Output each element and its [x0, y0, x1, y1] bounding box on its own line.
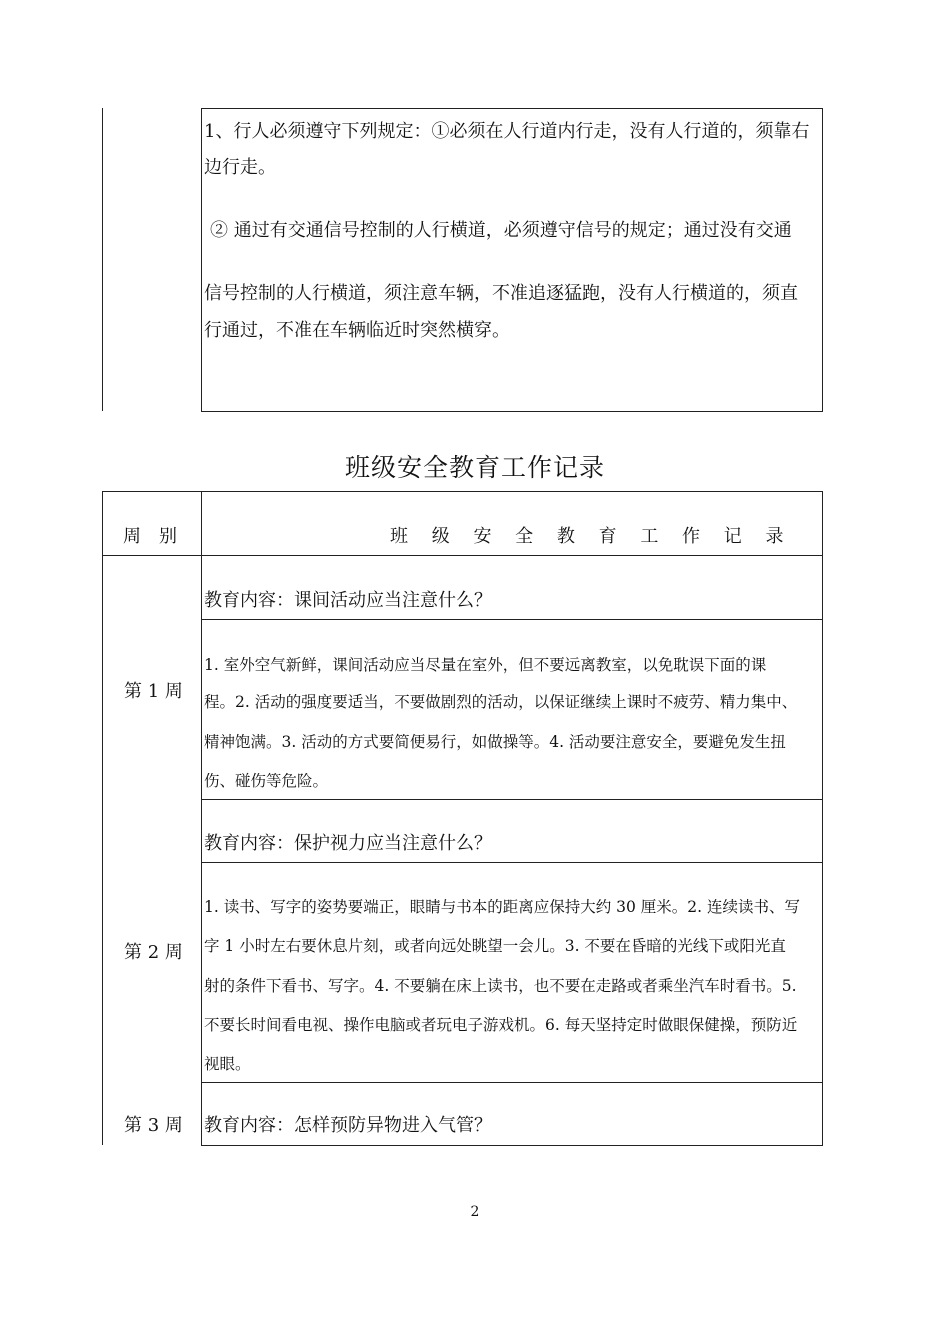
header-week-label: 周 别	[123, 526, 177, 547]
top-box-line-4: 信号控制的人行横道，须注意车辆，不准追逐猛跑，没有人行横道的，须直	[204, 283, 798, 304]
week2-bottom-rule	[201, 1082, 823, 1083]
top-box-line-5: 行通过，不准在车辆临近时突然横穿。	[204, 320, 510, 341]
week2-label: 第 2 周	[124, 942, 183, 963]
week3-topic: 教育内容：怎样预防异物进入气管？	[204, 1115, 492, 1136]
table-bottom-rule	[201, 1145, 823, 1146]
table-right-border	[822, 491, 823, 1146]
table-column-divider	[201, 491, 202, 1146]
week2-content-line-2: 字 1 小时左右要休息片刻，或者向远处眺望一会儿。3. 不要在昏暗的光线下或阳光直	[204, 937, 786, 955]
top-box-bottom-border	[201, 411, 823, 412]
week2-content-line-5: 视眼。	[204, 1055, 251, 1073]
left-margin-rule-top	[102, 108, 103, 411]
week2-content-line-1: 1. 读书、写字的姿势要端正，眼睛与书本的距离应保持大约 30 厘米。2. 连续读书、写	[204, 898, 801, 916]
header-record-label: 班 级 安 全 教 育 工 作 记 录	[390, 526, 793, 547]
week2-topic-rule	[201, 862, 823, 863]
week2-content-line-3: 射的条件下看书、写字。4. 不要躺在床上读书，也不要在走路或者乘坐汽车时看书。5.	[204, 977, 797, 995]
table-top-border	[102, 491, 823, 492]
week1-content-line-4: 伤、碰伤等危险。	[204, 772, 329, 790]
top-box-top-border	[201, 108, 823, 109]
week3-label: 第 3 周	[124, 1115, 183, 1136]
week1-topic-rule	[201, 619, 823, 620]
top-box-line-3: ② 通过有交通信号控制的人行横道，必须遵守信号的规定；通过没有交通	[210, 220, 792, 241]
top-box-line-2: 边行走。	[204, 157, 276, 178]
week1-bottom-rule	[201, 799, 823, 800]
header-bottom-border	[102, 555, 823, 556]
week2-content-line-4: 不要长时间看电视、操作电脑或者玩电子游戏机。6. 每天坚持定时做眼保健操，预防近	[204, 1016, 798, 1034]
week1-content-line-2: 程。2. 活动的强度要适当，不要做剧烈的活动，以保证继续上课时不疲劳、精力集中、	[204, 693, 798, 711]
section-title: 班级安全教育工作记录	[344, 453, 605, 482]
week2-topic: 教育内容：保护视力应当注意什么？	[204, 833, 492, 854]
week1-content-line-3: 精神饱满。3. 活动的方式要简便易行，如做操等。4. 活动要注意安全，要避免发生扭	[204, 733, 786, 751]
top-box-line-1: 1、行人必须遵守下列规定：①必须在人行道内行走，没有人行道的，须靠右	[204, 121, 810, 142]
top-box-left-border	[201, 108, 202, 412]
week1-content-line-1: 1. 室外空气新鲜，课间活动应当尽量在室外，但不要远离教室，以免耽误下面的课	[204, 656, 767, 674]
week1-topic: 教育内容：课间活动应当注意什么？	[204, 590, 492, 611]
page-number: 2	[470, 1204, 480, 1220]
table-left-rule	[102, 491, 103, 1145]
week1-label: 第 1 周	[124, 681, 183, 702]
top-box-right-border	[822, 108, 823, 412]
